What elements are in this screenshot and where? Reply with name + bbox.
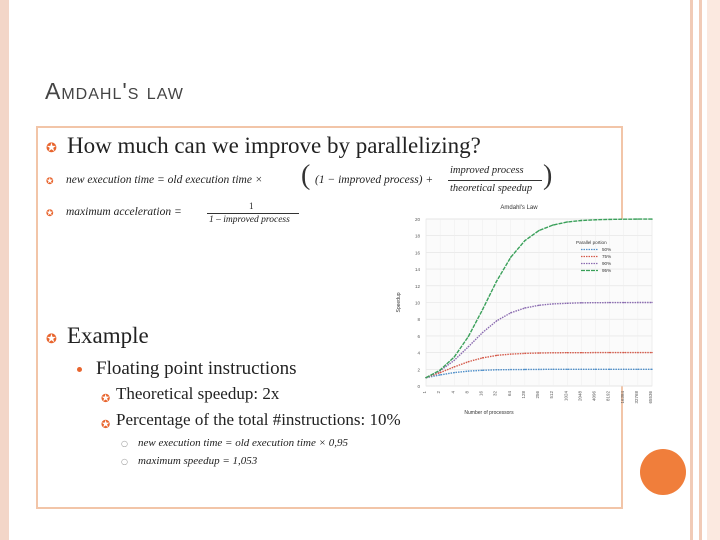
formula-denominator: theoretical speedup	[450, 183, 533, 194]
legend-label: 95%	[602, 268, 612, 273]
legend-label: 90%	[602, 261, 612, 266]
data-point	[524, 307, 525, 308]
formula-numerator: improved process	[450, 165, 524, 176]
data-point	[454, 366, 455, 367]
y-tick-label: 14	[414, 267, 420, 273]
data-point	[609, 352, 610, 353]
y-tick-label: 2	[417, 367, 420, 373]
x-tick-label: 64	[506, 391, 512, 397]
data-point	[609, 369, 610, 370]
percentage-item: Percentage of the total #instructions: 10%	[116, 410, 401, 429]
data-point	[538, 230, 539, 231]
bullet-icon: ✪	[101, 392, 111, 405]
data-point	[637, 302, 638, 303]
data-point	[439, 372, 440, 373]
data-point	[609, 219, 610, 220]
data-point	[439, 369, 440, 370]
data-point	[595, 302, 596, 303]
data-point	[468, 346, 469, 347]
slide-heading: How much can we improve by parallelizing?	[67, 133, 481, 158]
data-point	[482, 357, 483, 358]
data-point	[552, 224, 553, 225]
data-point	[651, 218, 652, 219]
data-point	[581, 220, 582, 221]
x-tick-label: 4096	[591, 391, 597, 402]
example-heading: Example	[67, 323, 149, 348]
data-point	[468, 336, 469, 337]
formula2-denominator: 1 – improved process	[209, 215, 290, 225]
x-tick-label: 8	[464, 391, 470, 394]
calc-max-speedup: maximum speedup = 1,053	[138, 455, 258, 467]
x-tick-label: 128	[520, 391, 526, 399]
x-tick-label: 65536	[648, 391, 653, 404]
y-tick-label: 10	[414, 300, 420, 306]
data-point	[567, 369, 568, 370]
gear-bullet-icon: ✪	[46, 141, 57, 156]
data-point	[581, 369, 582, 370]
data-point	[538, 352, 539, 353]
data-point	[510, 257, 511, 258]
formula2-numerator: 1	[249, 201, 254, 211]
data-point	[623, 352, 624, 353]
data-point	[637, 369, 638, 370]
bullet-icon: ○	[121, 457, 128, 466]
data-point	[651, 302, 652, 303]
left-edge-band	[0, 0, 9, 540]
x-tick-label: 2	[436, 391, 442, 394]
data-point	[595, 219, 596, 220]
data-point	[510, 353, 511, 354]
data-point	[454, 372, 455, 373]
data-point	[510, 369, 511, 370]
data-point	[454, 356, 455, 357]
bullet-icon: ✪	[46, 332, 57, 347]
data-point	[482, 370, 483, 371]
right-edge-stripe	[690, 0, 693, 540]
x-tick-label: 1	[422, 391, 427, 394]
slide-title: Amdahl's law	[45, 78, 184, 104]
bullet-icon: ✪	[101, 418, 111, 431]
data-point	[425, 377, 426, 378]
data-point	[524, 369, 525, 370]
data-point	[623, 302, 624, 303]
legend-label: 75%	[602, 254, 612, 259]
right-edge-band	[707, 0, 720, 540]
data-point	[609, 302, 610, 303]
x-tick-label: 32768	[633, 391, 639, 404]
y-tick-label: 6	[417, 333, 420, 339]
data-point	[524, 240, 525, 241]
data-point	[651, 352, 652, 353]
y-tick-label: 20	[414, 217, 420, 222]
bullet-icon: ✪	[46, 209, 54, 219]
x-tick-label: 1024	[563, 391, 569, 402]
y-tick-label: 0	[417, 384, 420, 389]
bullet-icon	[77, 367, 82, 372]
big-paren-right: )	[543, 160, 553, 191]
data-point	[567, 221, 568, 222]
data-point	[595, 352, 596, 353]
y-tick-label: 8	[417, 317, 420, 323]
data-point	[567, 303, 568, 304]
data-point	[482, 309, 483, 310]
data-point	[581, 302, 582, 303]
data-point	[595, 369, 596, 370]
data-point	[552, 303, 553, 304]
formula-lhs: new execution time = old execution time ×	[66, 174, 263, 186]
data-point	[623, 369, 624, 370]
data-point	[637, 352, 638, 353]
formula-max-acceleration: maximum acceleration =	[66, 206, 182, 218]
data-point	[651, 369, 652, 370]
speedup-item: Theoretical speedup: 2x	[116, 384, 280, 403]
x-tick-label: 16384	[619, 391, 625, 404]
chart-title: Amdahl's Law	[500, 205, 538, 211]
data-point	[439, 374, 440, 375]
fraction-bar	[207, 213, 299, 214]
y-tick-label: 12	[414, 283, 420, 289]
data-point	[552, 352, 553, 353]
data-point	[538, 369, 539, 370]
formula-term: (1 − improved process) +	[315, 174, 434, 186]
data-point	[510, 312, 511, 313]
x-tick-label: 8192	[605, 391, 611, 402]
x-tick-label: 2048	[577, 391, 583, 402]
data-point	[552, 369, 553, 370]
right-edge-stripe	[699, 0, 702, 540]
data-point	[468, 361, 469, 362]
x-tick-label: 512	[549, 391, 555, 399]
y-tick-label: 4	[417, 350, 420, 356]
bullet-icon: ○	[121, 439, 128, 448]
x-tick-label: 4	[450, 391, 456, 394]
legend-label: 50%	[602, 247, 612, 252]
data-point	[623, 218, 624, 219]
formula-execution-time	[66, 174, 263, 186]
decorative-circle	[640, 449, 686, 495]
data-point	[496, 320, 497, 321]
y-tick-label: 16	[414, 250, 420, 256]
x-tick-label: 256	[535, 391, 540, 399]
calc-execution-time: new execution time = old execution time × 0,95	[138, 437, 349, 449]
x-tick-label: 16	[478, 391, 484, 397]
bullet-icon: ✪	[46, 177, 54, 187]
floating-point-item: Floating point instructions	[96, 358, 297, 379]
big-paren-left: (	[301, 160, 311, 191]
data-point	[538, 305, 539, 306]
data-point	[496, 369, 497, 370]
data-point	[454, 360, 455, 361]
legend-title: Parallel portion	[576, 240, 607, 245]
data-point	[581, 352, 582, 353]
fraction-bar	[448, 180, 542, 181]
data-point	[482, 332, 483, 333]
data-point	[496, 355, 497, 356]
data-point	[524, 353, 525, 354]
data-point	[637, 218, 638, 219]
y-tick-label: 18	[414, 233, 420, 239]
amdahl-chart	[390, 198, 660, 420]
data-point	[468, 370, 469, 371]
x-tick-label: 32	[492, 391, 498, 397]
x-axis-label: Number of processors	[464, 410, 514, 416]
y-axis-label: Speedup	[396, 292, 402, 313]
data-point	[567, 352, 568, 353]
data-point	[496, 281, 497, 282]
